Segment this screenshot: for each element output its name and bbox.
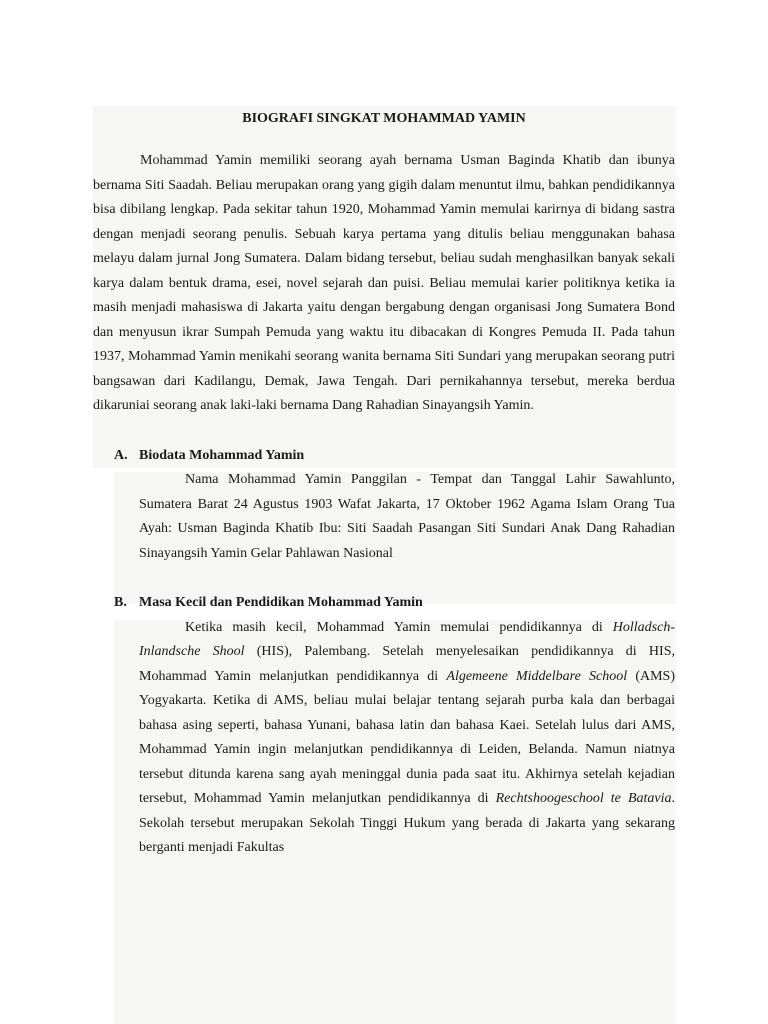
text-run: (HIS), Palembang. Setelah menyelesaikan pendidikannya di HIS, Mohammad Yamin melanjutkan pendidikannya di [139, 644, 675, 684]
section-heading [114, 591, 675, 616]
section-title: Masa Kecil dan Pendidikan Mohammad Yamin [139, 595, 423, 610]
document-title: BIOGRAFI SINGKAT MOHAMMAD YAMIN [242, 111, 526, 126]
section-title: Biodata Mohammad Yamin [139, 447, 305, 463]
section-body [139, 616, 675, 861]
section-biodata [93, 444, 675, 567]
school-name-italic: Holladsch-Inlandsche Shool [139, 619, 675, 659]
school-name-italic: Algemeene Middelbare School [446, 668, 628, 684]
section-letter: B. [114, 595, 127, 610]
biodata-paragraph: Nama Mohammad Yamin Panggilan - Tempat dan Tanggal Lahir Sawahlunto, Sumatera Barat 24 Agustus 1903 Wafat Jakarta, 17 Oktober 1962 Agama Islam Orang Tua Ayah: Usman Baginda Khatib Ibu: Siti Saadah Pasangan Siti Sundari Anak Dang Rahadian Sinayangsih Yamin Gelar Pahlawan Nasional [139, 472, 675, 561]
school-name-italic: Rechtshoogeschool te Batavia [495, 791, 672, 806]
section-heading [114, 444, 675, 469]
text-run: (AMS) Yogyakarta. Ketika di AMS, beliau mulai belajar tentang sejarah purba kala dan berbagai bahasa asing seperti, bahasa Yunani, bahasa latin dan bahasa Kaei. Setelah lulus dari AMS, Mohammad Yamin ingin melanjutkan pendidikannya di Leiden, Belanda. Namun niatnya tersebut ditunda karena sang ayah meninggal dunia pada saat itu. Akhirnya setelah kejadian tersebut, Mohammad Yamin melanjutkan pendidikannya di [139, 668, 676, 806]
text-run: . Sekolah tersebut merupakan Sekolah Tinggi Hukum yang berada di Jakarta yang sekarang berganti menjadi Fakultas [139, 791, 676, 855]
document-body [93, 106, 675, 861]
intro-paragraph: Mohammad Yamin memiliki seorang ayah bernama Usman Baginda Khatib dan ibunya bernama Siti Saadah. Beliau merupakan orang yang gigih dalam menuntut ilmu, bahkan pendidikannya bisa dibilang lengkap. Pada sekitar tahun 1920, Mohammad Yamin memulai karirnya di bidang sastra dengan menjadi seorang penulis. Sebuah karya pertama yang ditulis beliau menggunakan bahasa melayu dalam jurnal Jong Sumatera. Dalam bidang tersebut, beliau sudah menghasilkan banyak sekali karya dalam bentuk drama, esei, novel sejarah dan puisi. Beliau memulai karier politiknya ketika ia masih menjadi mahasiswa di Jakarta yaitu dengan bergabung dengan organisasi Jong Sumatera Bond dan menyusun ikrar Sumpah Pemuda yang waktu itu dibacakan di Kongres Pemuda II. Pada tahun 1937, Mohammad Yamin menikahi seorang wanita bernama Siti Sundari yang merupakan seorang putri bangsawan dari Kadilangu, Demak, Jawa Tengah. Dari pernikahannya tersebut, mereka berdua dikaruniai seorang anak laki-laki bernama Dang Rahadian Sinayangsih Yamin. [93, 153, 675, 413]
text-run: Ketika masih kecil, Mohammad Yamin memulai pendidikannya di [185, 619, 613, 635]
section-education [93, 591, 675, 861]
section-letter: A. [114, 447, 128, 463]
education-paragraph [139, 616, 675, 861]
section-body [139, 468, 675, 566]
